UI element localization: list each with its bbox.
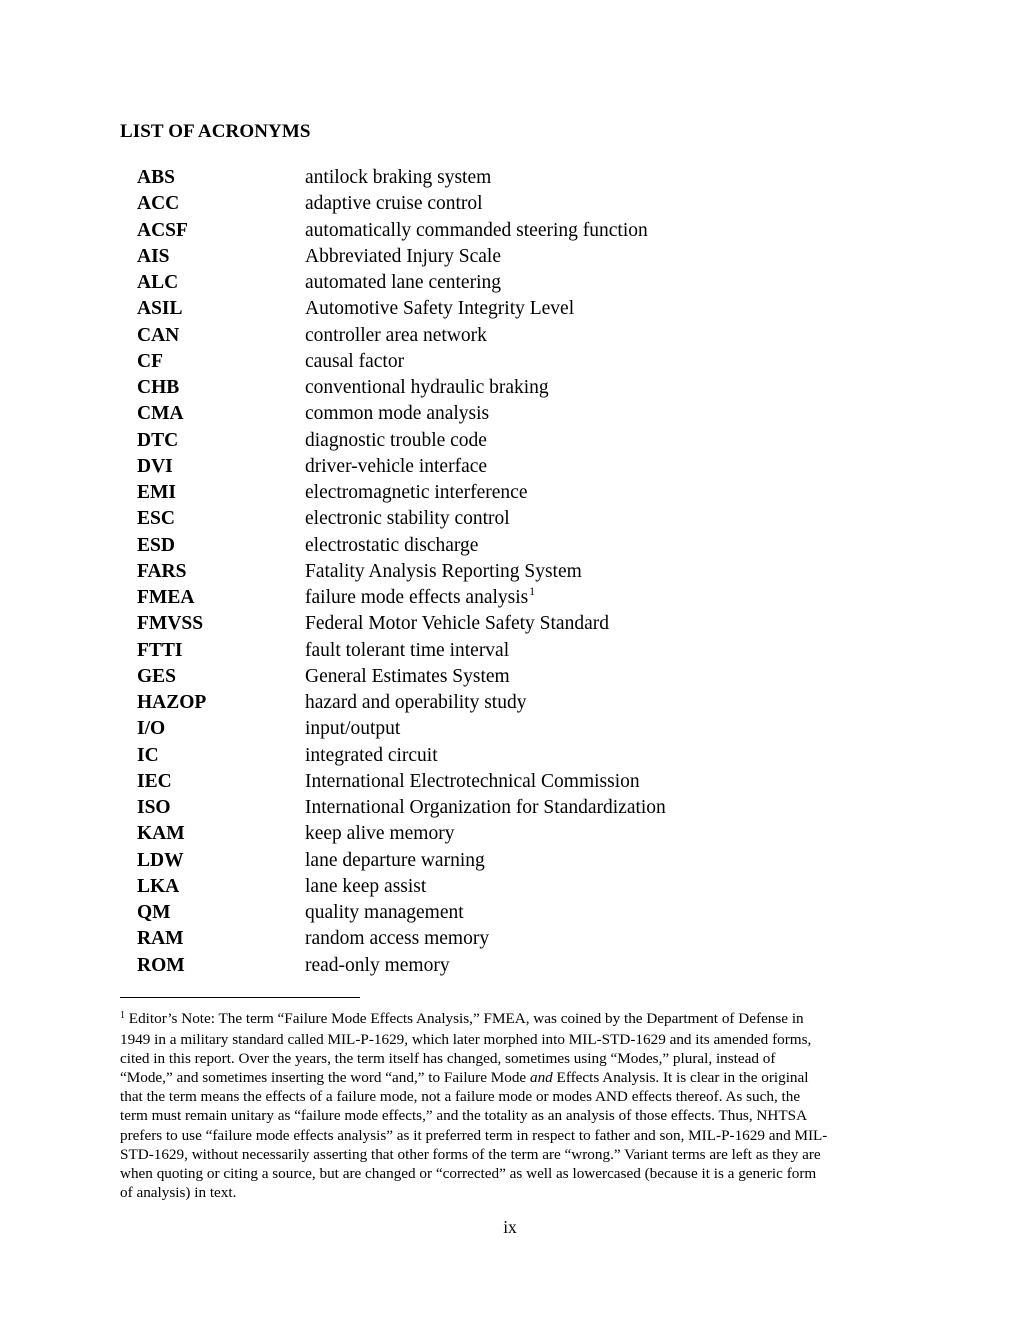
acronym-abbreviation: RAM bbox=[137, 928, 184, 950]
definition-text: Federal Motor Vehicle Safety Standard bbox=[305, 613, 609, 635]
acronym-abbreviation: EMI bbox=[137, 482, 176, 503]
acronym-row bbox=[137, 638, 837, 664]
definition-text: conventional hydraulic braking bbox=[305, 377, 549, 398]
definition-text: Fatality Analysis Reporting System bbox=[305, 560, 582, 582]
acronym-abbreviation: GES bbox=[137, 665, 177, 687]
acronym-definition bbox=[305, 533, 478, 559]
acronym-abbreviation: FARS bbox=[137, 560, 187, 582]
definition-text: General Estimates System bbox=[305, 665, 510, 687]
acronym-abbreviation: IC bbox=[137, 744, 159, 766]
acronym-definition bbox=[305, 664, 510, 690]
acronym-definition bbox=[305, 953, 450, 979]
acronym-abbreviation: FTTI bbox=[137, 639, 183, 661]
acronym-abbreviation: IEC bbox=[137, 770, 172, 792]
definition-text: integrated circuit bbox=[305, 744, 438, 766]
acronym-definition bbox=[305, 165, 491, 191]
acronym-abbreviation: ACC bbox=[137, 193, 180, 215]
acronym-definition bbox=[305, 191, 483, 217]
acronym-abbreviation: CHB bbox=[137, 377, 180, 398]
definition-text: automatically commanded steering function bbox=[305, 219, 648, 241]
acronym-abbreviation: FMEA bbox=[137, 587, 195, 608]
acronym-row bbox=[137, 953, 837, 979]
acronym-abbreviation: ESD bbox=[137, 534, 175, 556]
acronym-list bbox=[137, 165, 837, 979]
acronym-definition bbox=[305, 585, 535, 613]
acronym-definition bbox=[305, 244, 501, 270]
acronym-abbreviation: CAN bbox=[137, 324, 180, 346]
definition-text: International Organization for Standardization bbox=[305, 797, 666, 818]
acronym-definition bbox=[305, 638, 509, 664]
definition-text: adaptive cruise control bbox=[305, 193, 483, 215]
acronym-row bbox=[137, 349, 837, 375]
acronym-definition bbox=[305, 743, 438, 769]
footnote-line bbox=[120, 1068, 902, 1087]
acronym-row bbox=[137, 874, 837, 900]
acronym-abbreviation: HAZOP bbox=[137, 692, 207, 713]
acronym-definition bbox=[305, 821, 454, 847]
acronym-definition bbox=[305, 926, 489, 952]
footnote-text: “Mode,” and sometimes inserting the word “and,” to Failure Mode bbox=[120, 1069, 530, 1087]
acronym-abbreviation: ABS bbox=[137, 167, 175, 188]
acronym-row bbox=[137, 664, 837, 690]
acronym-abbreviation: CMA bbox=[137, 403, 184, 425]
definition-text: controller area network bbox=[305, 324, 487, 346]
definition-text: International Electrotechnical Commission bbox=[305, 770, 640, 792]
acronym-row bbox=[137, 218, 837, 244]
acronym-definition bbox=[305, 874, 426, 900]
footnote-line: when quoting or citing a source, but are changed or “corrected” as well as lowercased (because it is a generic form bbox=[120, 1164, 817, 1182]
acronym-abbreviation: I/O bbox=[137, 718, 166, 740]
definition-text: diagnostic trouble code bbox=[305, 429, 487, 451]
footnote-reference: 1 bbox=[529, 586, 536, 598]
acronym-row bbox=[137, 795, 837, 821]
acronym-definition bbox=[305, 428, 487, 454]
acronym-abbreviation: DVI bbox=[137, 455, 173, 477]
definition-text: quality management bbox=[305, 902, 464, 923]
footnote bbox=[120, 1009, 902, 1202]
footnote-separator bbox=[120, 997, 360, 998]
acronym-row bbox=[137, 611, 837, 637]
footnote-line: that the term means the effects of a failure mode, not a failure mode or modes AND effects thereof. As such, the bbox=[120, 1088, 801, 1106]
footnote-marker: 1 bbox=[120, 1010, 125, 1021]
acronym-definition bbox=[305, 848, 485, 874]
footnote-line: prefers to use “failure mode effects analysis” as it preferred term in respect to father and son, MIL-P-1629 and MIL- bbox=[120, 1126, 828, 1144]
acronym-definition bbox=[305, 296, 574, 322]
definition-text: antilock braking system bbox=[305, 167, 492, 188]
acronym-row bbox=[137, 401, 837, 427]
footnote-text: Effects Analysis. It is clear in the original bbox=[552, 1069, 809, 1087]
acronym-row bbox=[137, 270, 837, 296]
definition-text: failure mode effects analysis bbox=[305, 587, 529, 608]
acronym-abbreviation: ESC bbox=[137, 508, 175, 530]
acronym-abbreviation: DTC bbox=[137, 429, 179, 451]
acronym-definition bbox=[305, 401, 489, 427]
definition-text: Automotive Safety Integrity Level bbox=[305, 298, 575, 320]
acronym-abbreviation: ROM bbox=[137, 954, 185, 976]
acronym-definition bbox=[305, 506, 510, 532]
acronym-row bbox=[137, 296, 837, 322]
acronym-definition bbox=[305, 218, 648, 244]
acronym-definition bbox=[305, 375, 549, 401]
acronym-row bbox=[137, 323, 837, 349]
definition-text: input/output bbox=[305, 718, 401, 740]
acronym-definition bbox=[305, 769, 640, 795]
acronym-definition bbox=[305, 795, 666, 821]
definition-text: causal factor bbox=[305, 350, 405, 372]
acronym-definition bbox=[305, 480, 527, 506]
acronym-row bbox=[137, 559, 837, 585]
footnote-line: STD-1629, without necessarily asserting that other forms of the term are “wrong.” Variant terms are left as they are bbox=[120, 1145, 821, 1163]
definition-text: driver-vehicle interface bbox=[305, 455, 488, 477]
definition-text: keep alive memory bbox=[305, 823, 455, 845]
acronym-abbreviation: ISO bbox=[137, 797, 171, 818]
acronym-row bbox=[137, 585, 837, 611]
acronym-abbreviation: ASIL bbox=[137, 298, 183, 320]
definition-text: lane departure warning bbox=[305, 849, 485, 871]
definition-text: read-only memory bbox=[305, 954, 450, 976]
acronym-abbreviation: CF bbox=[137, 350, 163, 372]
acronym-definition bbox=[305, 900, 464, 926]
acronym-row bbox=[137, 900, 837, 926]
footnote-text: Editor’s Note: The term “Failure Mode Effects Analysis,” FMEA, was coined by the Department of Defense in bbox=[125, 1010, 804, 1027]
footnote-emphasis: and bbox=[529, 1069, 553, 1087]
acronym-row bbox=[137, 926, 837, 952]
definition-text: electrostatic discharge bbox=[305, 534, 479, 556]
acronym-row bbox=[137, 506, 837, 532]
definition-text: hazard and operability study bbox=[305, 692, 527, 713]
acronym-row bbox=[137, 244, 837, 270]
acronym-row bbox=[137, 191, 837, 217]
acronym-row bbox=[137, 454, 837, 480]
page-number: ix bbox=[503, 1217, 517, 1237]
footnote-line bbox=[120, 1009, 902, 1030]
acronym-definition bbox=[305, 611, 609, 637]
acronym-abbreviation: LKA bbox=[137, 875, 180, 897]
acronym-row bbox=[137, 165, 837, 191]
definition-text: electronic stability control bbox=[305, 508, 510, 530]
definition-text: common mode analysis bbox=[305, 403, 490, 425]
definition-text: random access memory bbox=[305, 928, 490, 950]
footnote-line: of analysis) in text. bbox=[120, 1183, 237, 1201]
acronym-row bbox=[137, 743, 837, 769]
definition-text: lane keep assist bbox=[305, 875, 427, 897]
acronym-abbreviation: FMVSS bbox=[137, 613, 204, 635]
acronym-abbreviation: LDW bbox=[137, 849, 184, 871]
acronym-definition bbox=[305, 690, 526, 716]
acronym-row bbox=[137, 690, 837, 716]
acronym-row bbox=[137, 848, 837, 874]
footnote-line: 1949 in a military standard called MIL-P-1629, which later morphed into MIL-STD-1629 and its amended forms, bbox=[120, 1031, 812, 1049]
acronym-row bbox=[137, 375, 837, 401]
acronym-row bbox=[137, 716, 837, 742]
acronym-definition bbox=[305, 349, 404, 375]
acronym-definition bbox=[305, 454, 487, 480]
definition-text: automated lane centering bbox=[305, 272, 501, 293]
acronym-row bbox=[137, 428, 837, 454]
acronym-row bbox=[137, 480, 837, 506]
acronym-abbreviation: KAM bbox=[137, 823, 185, 845]
acronym-definition bbox=[305, 716, 400, 742]
definition-text: electromagnetic interference bbox=[305, 482, 528, 503]
footnote-line: cited in this report. Over the years, the term itself has changed, sometimes using “Modes,” plural, instead of bbox=[120, 1050, 776, 1068]
acronym-row bbox=[137, 533, 837, 559]
acronym-abbreviation: ACSF bbox=[137, 219, 188, 241]
acronym-abbreviation: ALC bbox=[137, 272, 179, 293]
acronym-definition bbox=[305, 559, 582, 585]
acronym-definition bbox=[305, 323, 487, 349]
definition-text: fault tolerant time interval bbox=[305, 639, 510, 661]
definition-text: Abbreviated Injury Scale bbox=[305, 245, 502, 267]
acronym-row bbox=[137, 769, 837, 795]
page-heading: LIST OF ACRONYMS bbox=[120, 121, 311, 142]
acronym-row bbox=[137, 821, 837, 847]
footnote-line: term must remain unitary as “failure mode effects,” and the totality as an analysis of those effects. Thus, NHTSA bbox=[120, 1107, 808, 1125]
acronym-definition bbox=[305, 270, 501, 296]
acronym-abbreviation: AIS bbox=[137, 245, 170, 267]
acronym-abbreviation: QM bbox=[137, 902, 171, 923]
